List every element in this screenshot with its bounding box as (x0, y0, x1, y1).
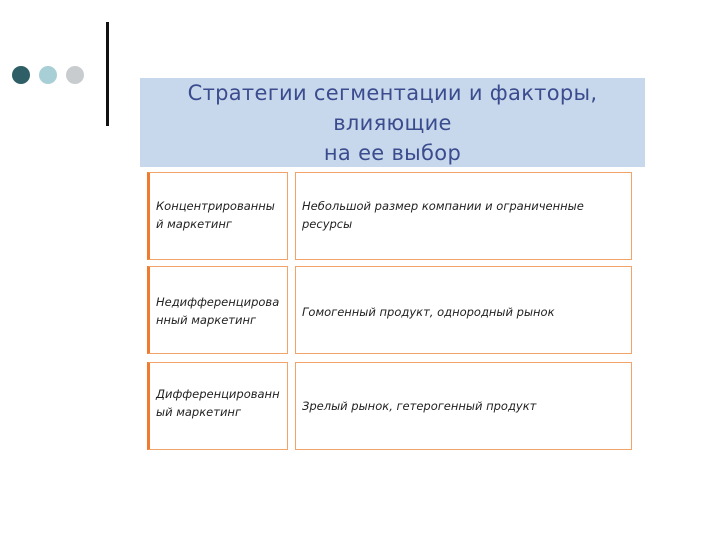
dark-teal-dot (12, 66, 30, 84)
vertical-divider (106, 22, 109, 126)
factors-cell-undifferentiated (295, 266, 632, 354)
grey-dot (66, 66, 84, 84)
title-band (140, 78, 645, 167)
strategy-cell-differentiated (147, 362, 288, 450)
decorative-dots (12, 66, 84, 84)
factors-label: Зрелый рынок, гетерогенный продукт (302, 399, 537, 413)
factors-label: Небольшой размер компании и ограниченные ресурсы (302, 199, 584, 231)
factors-cell-concentrated (295, 172, 632, 260)
strategy-label: Концентрированны й маркетинг (156, 199, 275, 231)
slide-title: Стратегии сегментации и факторы, влияющие на ее выбор (187, 80, 598, 165)
strategy-label: Недифференцирова нный маркетинг (156, 295, 280, 327)
light-teal-dot (39, 66, 57, 84)
strategy-label: Дифференцированн ый маркетинг (156, 387, 280, 419)
strategy-cell-concentrated (147, 172, 288, 260)
factors-cell-differentiated (295, 362, 632, 450)
strategy-cell-undifferentiated (147, 266, 288, 354)
factors-label: Гомогенный продукт, однородный рынок (302, 305, 555, 319)
